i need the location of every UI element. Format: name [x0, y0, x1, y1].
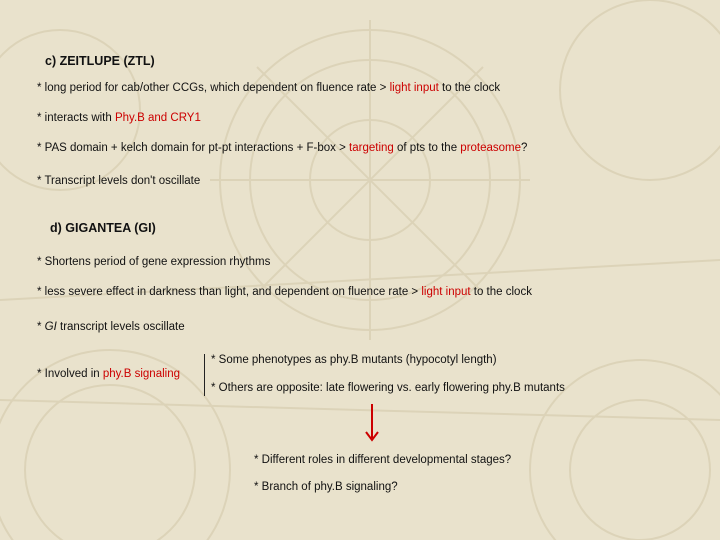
ztl-proteasome-highlight: proteasome — [460, 142, 522, 154]
ztl-bullet-transcript: * Transcript levels don't oscillate — [37, 175, 201, 187]
gi-bullet-text: * less severe effect in darkness than light, and dependent on fluence rate > — [37, 286, 422, 298]
gi-branch-some-phenotypes: * Some phenotypes as phy.B mutants (hypocotyl length) — [211, 354, 497, 366]
ztl-bullet-text-end: to the clock — [438, 82, 501, 94]
gi-branch-others-opposite: * Others are opposite: late flowering vs. early flowering phy.B mutants — [211, 382, 565, 394]
gi-gene-italic: GI — [44, 321, 57, 333]
ztl-light-input-highlight: light input — [389, 82, 439, 94]
gi-conclusion-branch: * Branch of phy.B signaling? — [254, 481, 398, 493]
gi-bullet-transcript — [37, 321, 185, 333]
down-arrow-icon — [362, 404, 382, 444]
ztl-bullet-domains — [37, 142, 527, 154]
ztl-bullet-long-period — [37, 82, 500, 94]
gi-conclusion-different-roles: * Different roles in different developmental stages? — [254, 454, 512, 466]
gi-bullet-text: * Involved in — [37, 368, 103, 380]
ztl-bullet-interacts — [37, 112, 201, 124]
gi-bullet-text: * — [37, 321, 45, 333]
ztl-bullet-text: * long period for cab/other CCGs, which dependent on fluence rate > — [37, 82, 390, 94]
gi-bullet-involved — [37, 368, 180, 380]
gi-bullet-text-end: transcript levels oscillate — [56, 321, 185, 333]
branch-bracket — [204, 354, 205, 396]
gi-phyb-signaling-highlight: phy.B signaling — [102, 368, 181, 380]
ztl-bullet-text-mid: of pts to the — [393, 142, 461, 154]
ztl-bullet-text: * interacts with — [37, 112, 115, 124]
gi-light-input-highlight: light input — [421, 286, 471, 298]
gi-bullet-shortens: * Shortens period of gene expression rhythms — [37, 256, 271, 268]
ztl-targeting-highlight: targeting — [349, 142, 394, 154]
ztl-phyb-cry1-highlight: Phy.B and CRY1 — [114, 112, 201, 124]
gi-bullet-text-end: to the clock — [470, 286, 532, 298]
ztl-bullet-text-end: ? — [521, 142, 528, 154]
ztl-bullet-text: * PAS domain + kelch domain for pt-pt interactions + F-box > — [37, 142, 350, 154]
gi-bullet-less-severe — [37, 286, 532, 298]
gi-heading: d) GIGANTEA (GI) — [50, 221, 156, 235]
ztl-heading: c) ZEITLUPE (ZTL) — [45, 54, 155, 68]
